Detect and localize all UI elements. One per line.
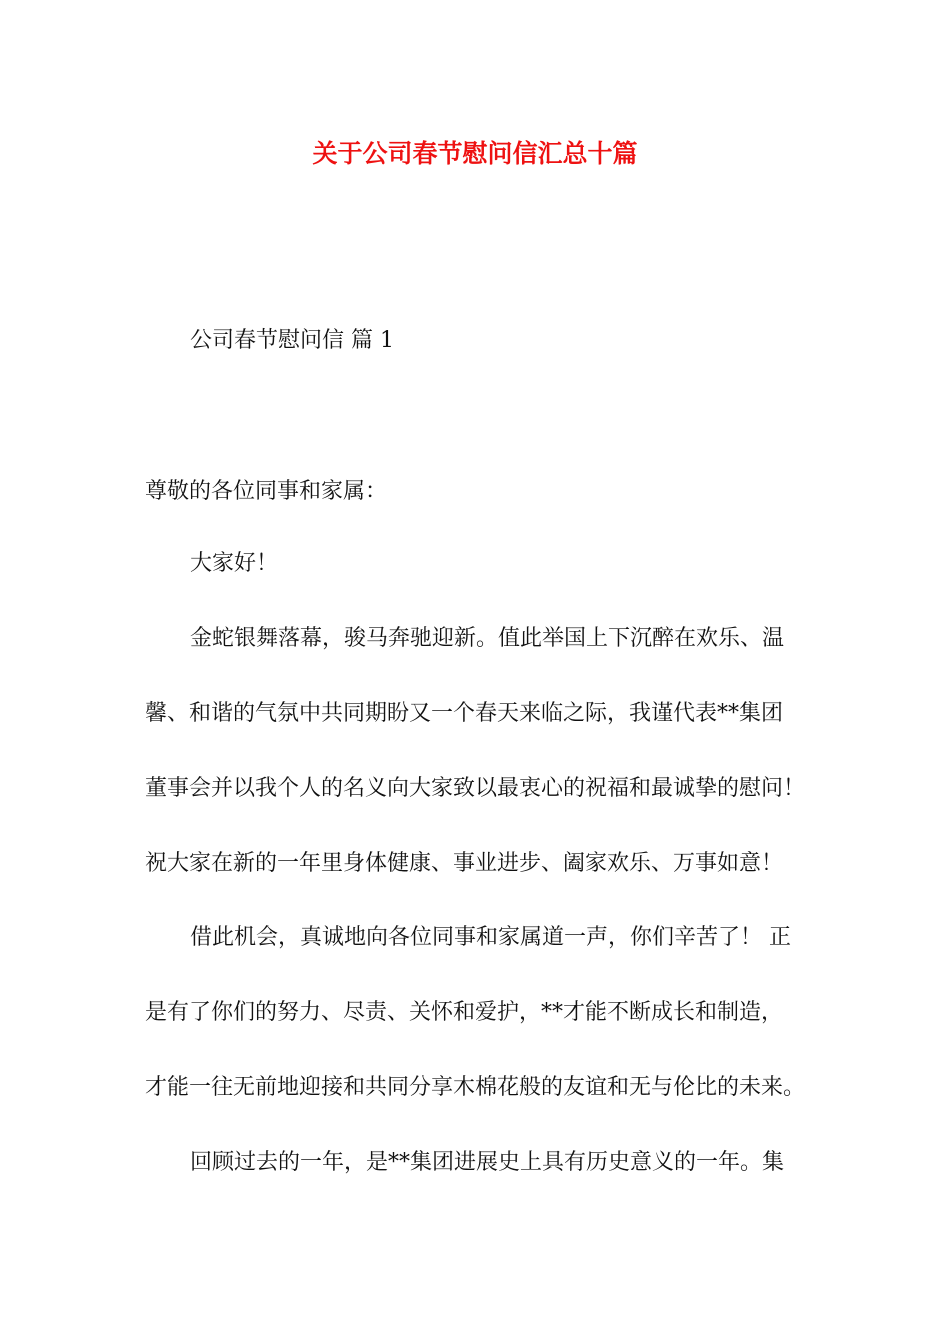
body-line: 回顾过去的一年，是**集团进展史上具有历史意义的一年。集 — [190, 1150, 785, 1175]
body-line: 馨、和谐的气氛中共同期盼又一个春天来临之际，我谨代表**集团 — [145, 701, 784, 726]
body-line: 金蛇银舞落幕，骏马奔驰迎新。值此举国上下沉醉在欢乐、温 — [190, 626, 785, 651]
greeting: 大家好！ — [190, 551, 279, 576]
body-line: 借此机会，真诚地向各位同事和家属道一声，你们辛苦了！ 正 — [190, 925, 791, 950]
section-heading: 公司春节慰问信 篇 1 — [190, 328, 394, 353]
document-title: 关于公司春节慰问信汇总十篇 — [312, 139, 638, 168]
body-line: 是有了你们的努力、尽责、关怀和爱护，**才能不断成长和制造， — [145, 1000, 784, 1025]
body-line: 才能一往无前地迎接和共同分享木棉花般的友谊和无与伦比的未来。 — [145, 1075, 806, 1100]
body-line: 董事会并以我个人的名义向大家致以最衷心的祝福和最诚挚的慰问！ — [145, 776, 806, 801]
body-line: 祝大家在新的一年里身体健康、事业进步、阖家欢乐、万事如意！ — [145, 851, 784, 876]
salutation: 尊敬的各位同事和家属： — [145, 479, 388, 504]
